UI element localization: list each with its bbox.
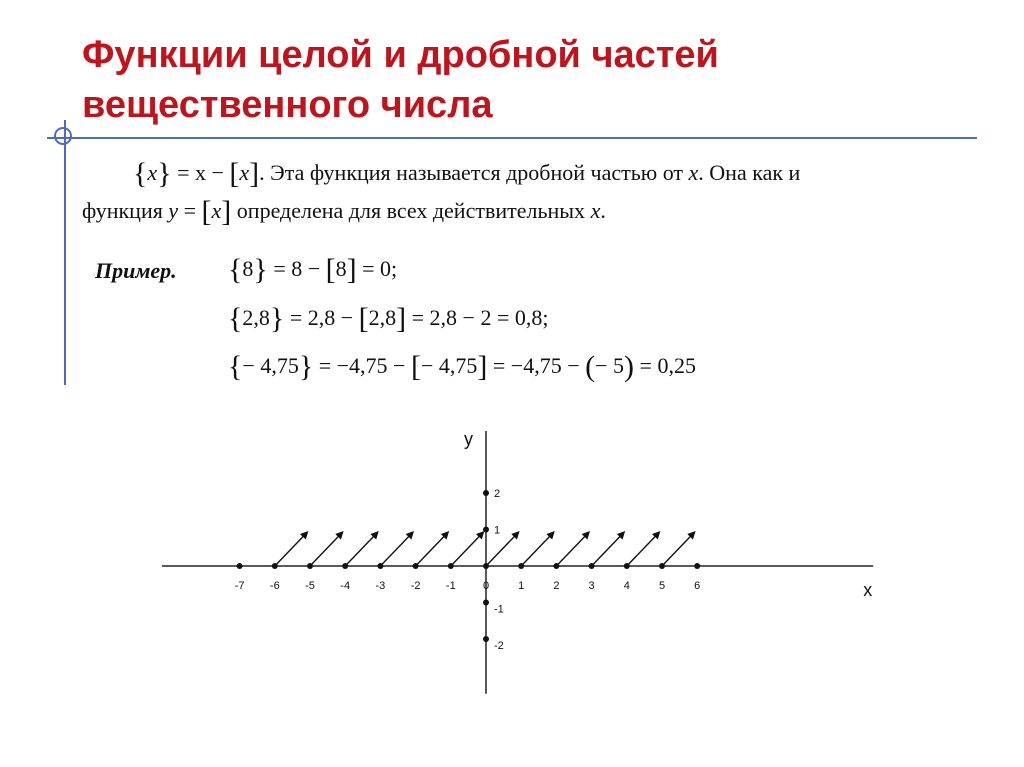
x-tick-label: -4 (340, 580, 351, 592)
x-tick-label: -7 (234, 580, 245, 592)
x-tick-label: 3 (588, 580, 595, 592)
x-axis-point (659, 563, 665, 569)
x-axis-point (413, 563, 419, 569)
x-axis-point (553, 563, 559, 569)
fractional-segment (521, 533, 553, 567)
x-axis-point (624, 563, 630, 569)
example-equation-3: {− 4,75} = −4,75 − [− 4,75] = −4,75 − (− 5) = 0,25 (228, 350, 696, 383)
x-axis-point (694, 563, 700, 569)
fractional-segment (310, 533, 342, 567)
x-axis-point (342, 563, 348, 569)
fractional-segment (380, 533, 412, 567)
x-axis-point (518, 563, 524, 569)
y-axis-label: y (464, 428, 473, 449)
x-axis-point (448, 563, 454, 569)
fractional-segment (592, 533, 624, 567)
fractional-segment (627, 533, 659, 567)
x-tick-label: 0 (482, 580, 490, 592)
y-axis-point (483, 527, 489, 533)
title-line-2: вещественного числа (82, 84, 493, 126)
x-axis-point (589, 563, 595, 569)
y-axis-point (483, 490, 489, 496)
x-tick-label: 1 (518, 580, 525, 592)
x-tick-label: -6 (269, 580, 280, 592)
x-axis-point (377, 563, 383, 569)
x-tick-label: -1 (445, 580, 456, 592)
x-tick-label: 5 (658, 580, 666, 592)
fractional-segment (416, 533, 448, 567)
y-tick-label: -1 (494, 603, 504, 616)
fractional-segment (275, 533, 307, 567)
definition-line-1: {x} = x − [x]. Эта функция называется дробной частью от x. Она как и (133, 157, 801, 190)
fractional-segment (486, 533, 518, 567)
y-tick-label: -2 (494, 640, 504, 652)
x-tick-label: 6 (694, 580, 701, 592)
fractional-segment (556, 533, 588, 567)
y-tick-label: 2 (494, 488, 501, 500)
fractional-segment (345, 533, 377, 567)
x-tick-label: 4 (623, 580, 630, 592)
y-tick-label: 1 (494, 524, 501, 537)
example-equation-1: {8} = 8 − [8] = 0; (228, 253, 398, 286)
x-axis-point (483, 563, 489, 569)
x-tick-label: -3 (375, 580, 386, 592)
x-tick-label: 2 (553, 580, 560, 592)
x-axis-point (307, 563, 313, 569)
title-line-1: Функции целой и дробной частей (82, 34, 719, 76)
example-equation-2: {2,8} = 2,8 − [2,8] = 2,8 − 2 = 0,8; (228, 302, 549, 335)
definition-line-2: функция y = [x] определена для всех действительных x. (82, 195, 606, 228)
x-axis-label: x (863, 580, 873, 600)
fractional-segment (662, 533, 694, 567)
example-label: Пример. (95, 258, 177, 283)
fractional-segment (451, 533, 483, 567)
x-tick-label: -2 (410, 580, 421, 592)
x-tick-label: -5 (305, 580, 315, 592)
x-axis-point (237, 563, 243, 569)
y-axis-point (483, 636, 489, 642)
y-axis-point (483, 600, 489, 606)
x-axis-point (272, 563, 278, 569)
